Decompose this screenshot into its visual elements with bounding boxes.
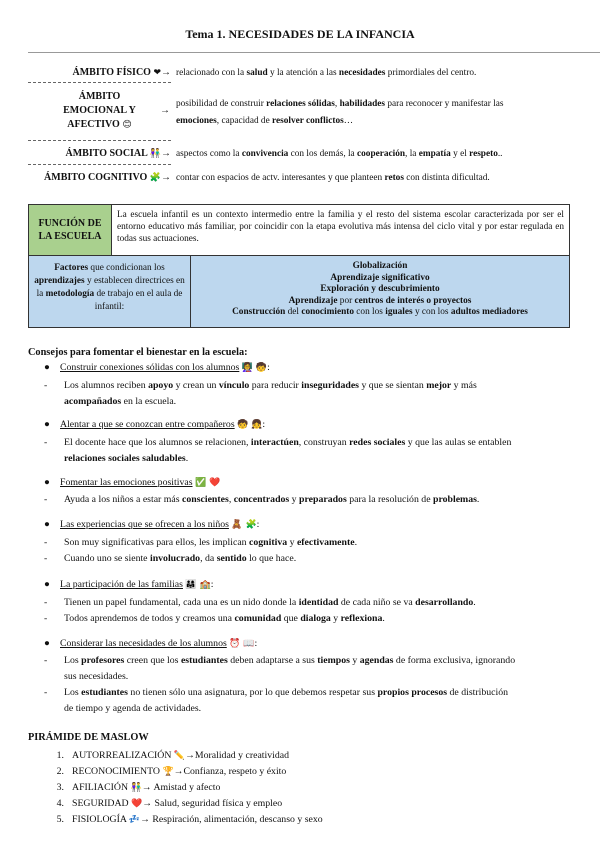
divider (28, 82, 171, 83)
consejo-item: - Son muy significativas para ellos, les implican cognitiva y efectivamente. (44, 537, 358, 548)
factor-item: Exploración y descubrimiento (320, 284, 440, 294)
consejo-bullet: ● Considerar las necesidades de los alumnos ⏰ 📖: (44, 638, 258, 649)
maslow-item: 3. AFILIACIÓN 👫→ Amistad y afecto (56, 782, 221, 793)
consejo-item: - Tienen un papel fundamental, cada una es un nido donde la identidad de cada niño se va desarrollando. (44, 597, 476, 608)
factores-cell: Factores que condicionan los aprendizajes y establecen directrices en la metodología de trabajo en el aula de infantil: (29, 256, 191, 327)
factor-item: Construcción del conocimiento con los iguales y con los adultos mediadores (232, 307, 528, 317)
ambito-emocional-desc: posibilidad de construir relaciones sólidas, habilidades para reconocer y manifestar las emociones, capacidad de resolver conflictos… (176, 99, 504, 126)
consejo-item: - Todos aprendemos de todos y creamos una comunidad que dialoga y reflexiona. (44, 613, 385, 624)
smile-icon: 😊 (122, 120, 132, 130)
consejo-item: - El docente hace que los alumnos se relacionen, interactúen, construyan redes sociales y que las aulas se entablen relaciones sociales saludables. (44, 437, 512, 464)
consejos-heading: Consejos para fomentar el bienestar en la escuela: (28, 347, 248, 358)
consejo-bullet: ● Fomentar las emociones positivas ✅ ❤️ (44, 477, 221, 488)
funcion-escuela-description: La escuela infantil es un contexto intermedio entre la familia y el resto del sistema escolar caracterizada por ser el entorno educativo más familiar, por coincidir con la etapa evolutiva más intensa del ciclo vital y por estar regulada en todas sus actuaciones. (112, 205, 569, 256)
consejo-item: - Los estudiantes no tienen sólo una asignatura, por lo que debemos respetar sus propios procesos de distribución de tiempo y agenda de actividades. (44, 687, 509, 714)
consejo-bullet: ● Las experiencias que se ofrecen a los niños 🧸 🧩: (44, 519, 260, 530)
factores-list (191, 256, 569, 327)
teacher-child-icon: 👩‍🏫 🧒 (241, 363, 268, 373)
consejo-item: - Los alumnos reciben apoyo y crean un vínculo para reducir inseguridades y que se sientan mejor y más acompañados en la escuela. (44, 380, 477, 407)
maslow-item: 2. RECONOCIMIENTO 🏆→Confianza, respeto y éxito (56, 766, 287, 777)
ambito-cognitivo-desc: contar con espacios de actv. interesantes y que planteen retos con distinta dificultad. (176, 173, 490, 183)
trophy-icon: 🏆 (162, 767, 174, 777)
consejo-bullet: ● Alentar a que se conozcan entre compañeros 🧒 👧: (44, 419, 266, 430)
children-icon: 🧒 👧 (237, 420, 263, 430)
consejo-bullet: ● Construir conexiones sólidas con los alumnos 👩‍🏫 🧒: (44, 362, 270, 373)
divider (28, 164, 171, 165)
ambito-emocional-arrow: → (160, 105, 170, 116)
ambito-fisico-label: ÁMBITO FÍSICO ❤→ (72, 67, 171, 78)
factor-item: Aprendizaje significativo (330, 272, 430, 283)
maslow-item: 1. AUTORREALIZACIÓN ✏️→Moralidad y creatividad (56, 750, 290, 761)
heart-icon: ❤️ (131, 799, 143, 809)
sleep-icon: 💤 (128, 815, 141, 825)
couple-icon: 👫 (130, 783, 142, 793)
consejo-item: - Cuando uno se siente involucrado, da sentido lo que hace. (44, 553, 297, 564)
check-heart-icon: ✅ ❤️ (194, 478, 221, 488)
factor-item: Globalización (352, 261, 408, 271)
people-icon: 👫 (149, 149, 161, 159)
divider (28, 140, 171, 141)
title-divider (28, 52, 600, 53)
teddy-puzzle-icon: 🧸 🧩 (231, 520, 257, 530)
heart-icon: ❤ (153, 68, 161, 78)
ambito-fisico-desc: relacionado con la salud y la atención a las necesidades primordiales del centro. (176, 68, 477, 78)
consejo-item: - Los profesores creen que los estudiantes deben adaptarse a sus tiempos y agendas de forma exclusiva, ignorando sus necesidades. (44, 655, 516, 682)
ambito-social-desc: aspectos como la convivencia con los demás, la cooperación, la empatía y el respeto.. (176, 149, 503, 159)
ambito-social-label: ÁMBITO SOCIAL 👫→ (65, 148, 171, 159)
funcion-escuela-table (28, 204, 570, 328)
page-title: Tema 1. NECESIDADES DE LA INFANCIA (185, 27, 415, 41)
factor-item: Aprendizaje por centros de interés o proyectos (288, 295, 472, 306)
consejo-bullet: ● La participación de las familias 👨‍👩‍👧 🏫: (44, 579, 214, 590)
funcion-escuela-header: FUNCIÓN DE LA ESCUELA (29, 205, 112, 256)
clock-book-icon: ⏰ 📖 (229, 639, 255, 649)
consejo-item: - Ayuda a los niños a estar más conscientes, concentrados y preparados para la resolución de problemas. (44, 494, 480, 505)
maslow-item: 5. FISIOLOGÍA 💤→ Respiración, alimentación, descanso y sexo (56, 814, 323, 825)
pencil-icon: ✏️ (173, 751, 186, 761)
puzzle-icon: 🧩 (149, 173, 161, 183)
ambito-cognitivo-label: ÁMBITO COGNITIVO 🧩→ (44, 172, 171, 183)
maslow-heading: PIRÁMIDE DE MASLOW (28, 732, 149, 743)
family-school-icon: 👨‍👩‍👧 🏫 (185, 580, 211, 590)
maslow-item: 4. SEGURIDAD ❤️→ Salud, seguridad física y empleo (56, 798, 283, 809)
ambito-emocional-label: ÁMBITO EMOCIONAL Y AFECTIVO 😊 (63, 91, 136, 130)
